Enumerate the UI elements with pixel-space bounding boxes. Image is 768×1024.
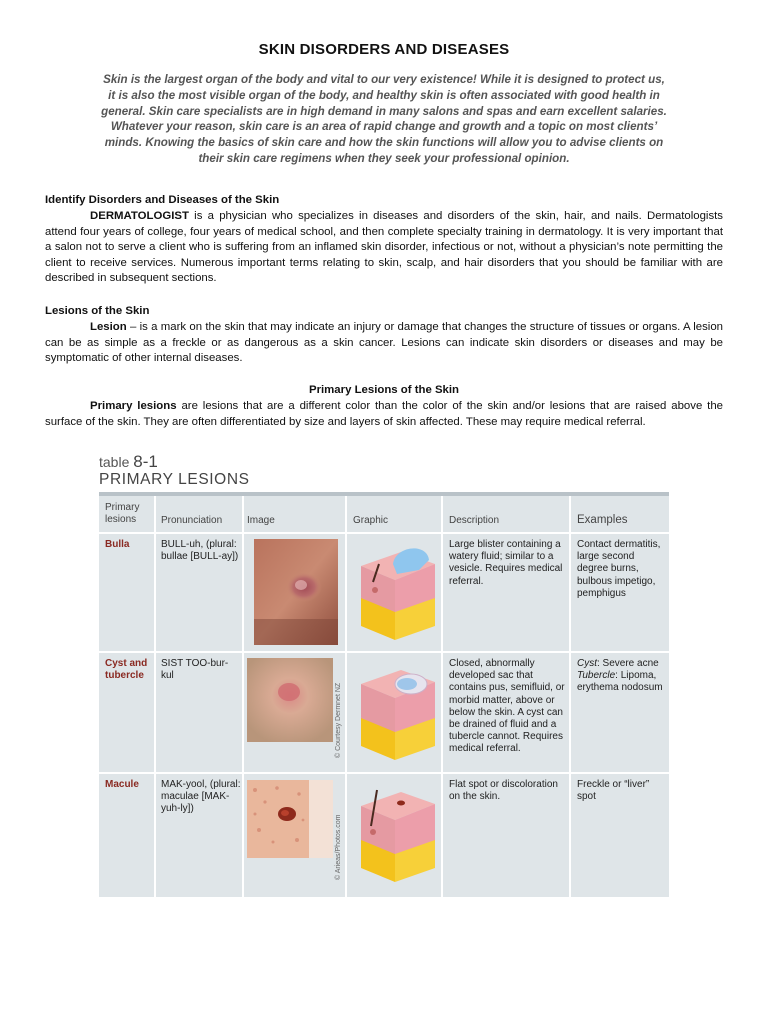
photo-credit-arieas: © Arieas/Photos.com [335,814,342,880]
header-graphic: Graphic [353,515,389,526]
column-divider [345,496,347,897]
bulla-photo [254,539,338,645]
row-divider [99,651,669,653]
row-divider [99,772,669,774]
primary-text: are lesions that are a different color than the color of the skin and/or lesions that are raised above the surface of the skin. They are often differentiated by size and layers of skin affected. These may require medical referral. [45,400,723,428]
header-description: Description [449,515,500,526]
cyst-graphic [353,654,439,766]
pronunciation-bulla: BULL-uh, (plural: bullae [BULL-ay]) [161,539,239,563]
column-divider [242,496,244,897]
macule-graphic [353,776,439,888]
pronunciation-cyst-tubercle: SIST TOO-bur-kul [161,658,229,682]
primary-lesions-table-figure [99,451,669,897]
column-divider [441,496,443,897]
term-primary-lesions: Primary lesions [90,400,177,412]
page-title: SKIN DISORDERS AND DISEASES [258,41,510,58]
lesion-text: – is a mark on the skin that may indicate an injury or damage that changes the structure of tissues or organs. A lesion can be as simple as a freckle or as dangerous as a skin cancer. Lesions can indicate skin disorders or diseases and may be symptomatic of other internal diseases. [45,321,723,365]
section-heading-primary: Primary Lesions of the Skin [308,384,460,396]
term-lesion: Lesion [90,321,127,333]
pronunciation-macule: MAK-yool, (plural: maculae [MAK-yuh-ly]) [161,779,241,815]
table-name: PRIMARY LESIONS [99,471,250,488]
description-cyst-tubercle: Closed, abnormally developed sac that contains pus, semifluid, or morbid matter, above or below the skin. A cyst can be drained of fluid and a tubercle cannot. Requires medical referral. [449,658,565,755]
dermatologist-text: is a physician who specializes in diseases and disorders of the skin, hair, and nails. Dermatologists attend four years of college, four years of medical school, and then complete specialty training in dermatology. It is very important that a salon not to serve a client who is suffering from an inflamed skin disorder, infectious or not, without a physician’s note permitting the client to receive services. Numerous important terms relating to skin, scalp, and hair disorders that you should be familiar with are described in subsequent sections. [45,210,723,285]
column-divider [569,496,571,897]
examples-text-cyst: : Severe acne [597,658,659,669]
section-heading-disorders: Identify Disorders and Diseases of the Skin [45,194,280,206]
table-number: table 8-1 [99,452,158,471]
lesion-name-cyst-tubercle: Cyst and tubercle [105,658,148,682]
intro-paragraph: Skin is the largest organ of the body and vital to our very existence! While it is designed to protect us, it is also the most visible organ of the body, and healthy skin is often associated with good health in general. Skin care specialists are in high demand in many salons and spas and earn excellent salaries. Whatever your reason, skin care is an area of rapid change and growth and a topic on most clients’ minds. Knowing the basics of skin care and how the skin functions will allow you to advise clients on their skin care regimens when they seek your professional opinion. [101,73,667,165]
macule-photo [247,780,333,858]
description-macule: Flat spot or discoloration on the skin. [449,779,558,803]
examples-term-cyst: Cyst [577,658,597,669]
examples-text-tubercle: : Lipoma, erythema nodosum [577,670,663,694]
examples-cyst-tubercle [577,658,667,695]
lesion-paragraph [45,320,723,367]
primary-paragraph [45,399,723,430]
description-bulla: Large blister containing a watery fluid; similar to a vesicle. Requires medical referral. [449,539,563,587]
photo-credit-dermnet: © Courtesy Dermnet NZ [335,682,342,758]
examples-macule: Freckle or “liver” spot [577,779,650,803]
examples-bulla: Contact dermatitis, large second degree burns, bulbous impetigo, pemphigus [577,539,661,599]
column-divider [154,496,156,897]
header-pronunciation: Pronunciation [161,515,223,526]
row-divider [99,532,669,534]
lesion-name-bulla: Bulla [105,539,130,550]
header-lesions: Primary lesions [105,502,140,525]
cyst-photo [247,658,333,742]
term-dermatologist: DERMATOLOGIST [90,210,189,222]
section-heading-lesions: Lesions of the Skin [45,305,150,317]
lesion-name-macule: Macule [105,779,139,790]
dermatologist-paragraph [45,209,723,287]
bulla-graphic [353,536,439,648]
header-examples: Examples [577,514,628,526]
primary-lesions-table [99,496,669,897]
examples-term-tubercle: Tubercle [577,670,616,682]
header-image: Image [247,515,275,526]
